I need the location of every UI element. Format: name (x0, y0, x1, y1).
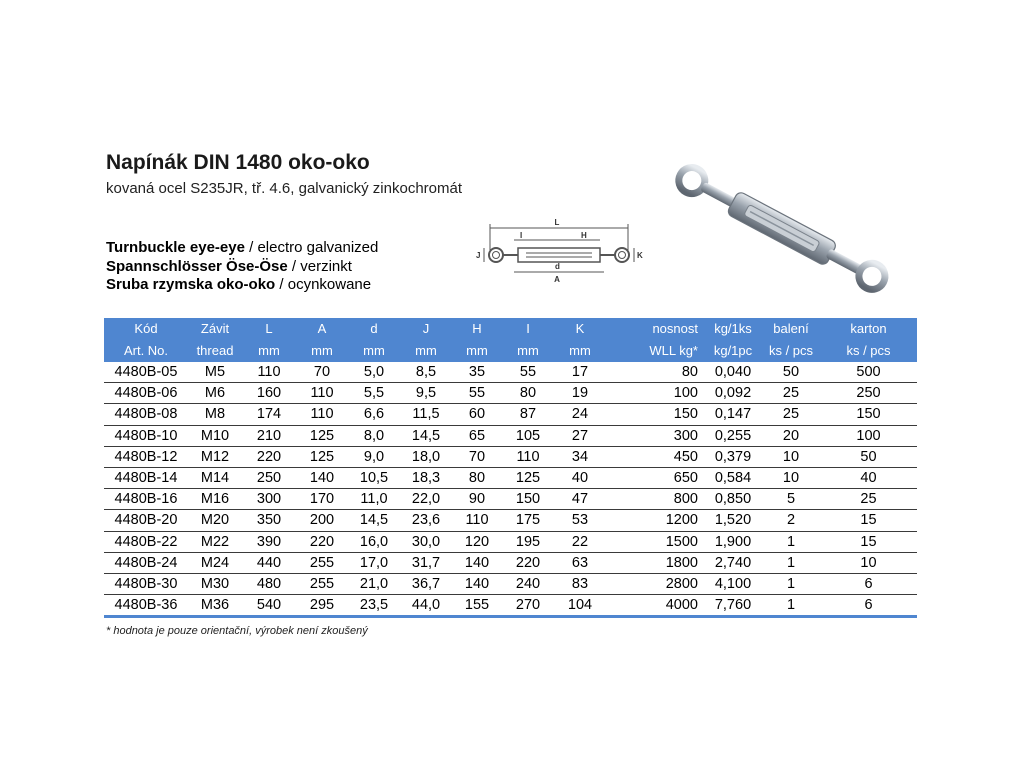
table-cell: 44,0 (400, 595, 452, 617)
table-cell: 14,5 (348, 510, 400, 531)
table-cell: 110 (296, 404, 348, 425)
table-cell: 5,5 (348, 383, 400, 404)
table-cell: 200 (296, 510, 348, 531)
table-cell: 195 (502, 531, 554, 552)
table-cell: 15 (820, 531, 917, 552)
table-cell: 10 (762, 446, 820, 467)
table-cell: 2800 (606, 573, 704, 594)
language-names (106, 239, 378, 295)
lang-pl: Sruba rzymska oko-oko / ocynkowane (106, 276, 372, 293)
column-header: ks / pcs (762, 340, 820, 362)
table-cell: 1500 (606, 531, 704, 552)
table-cell: 4480B-14 (104, 467, 188, 488)
photo-right-eye (854, 259, 889, 294)
table-cell: 4480B-12 (104, 446, 188, 467)
table-cell: 125 (296, 446, 348, 467)
table-cell: 1800 (606, 552, 704, 573)
table-cell: 11,0 (348, 489, 400, 510)
table-cell: 9,5 (400, 383, 452, 404)
column-header: I (502, 318, 554, 340)
table-cell: 55 (452, 383, 502, 404)
table-cell: 500 (820, 362, 917, 383)
label-J: J (476, 251, 481, 260)
table-cell: 125 (296, 425, 348, 446)
table-cell: 4480B-08 (104, 404, 188, 425)
table-cell: M14 (188, 467, 242, 488)
column-header: A (296, 318, 348, 340)
table-cell: 4,100 (704, 573, 762, 594)
column-header: ks / pcs (820, 340, 917, 362)
lang-en: Turnbuckle eye-eye / electro galvanized (106, 239, 379, 256)
table-cell: 8,5 (400, 362, 452, 383)
table-cell: 90 (452, 489, 502, 510)
table-row (104, 425, 917, 446)
table-cell: M24 (188, 552, 242, 573)
label-d: d (555, 262, 560, 271)
column-header: mm (554, 340, 606, 362)
table-cell: 19 (554, 383, 606, 404)
table-cell: 270 (502, 595, 554, 617)
table-cell: 5,0 (348, 362, 400, 383)
table-cell: 17 (554, 362, 606, 383)
column-header: balení (762, 318, 820, 340)
label-H: H (581, 231, 587, 240)
table-cell: 0,850 (704, 489, 762, 510)
column-header: K (554, 318, 606, 340)
column-header: Závit (188, 318, 242, 340)
table-cell: 1200 (606, 510, 704, 531)
table-cell: 110 (242, 362, 296, 383)
column-header: mm (502, 340, 554, 362)
table-cell: 390 (242, 531, 296, 552)
table-cell: M20 (188, 510, 242, 531)
table-row (104, 467, 917, 488)
table-cell: 55 (502, 362, 554, 383)
table-body (104, 362, 917, 617)
table-cell: 220 (296, 531, 348, 552)
table-cell: 100 (820, 425, 917, 446)
table-cell: 0,255 (704, 425, 762, 446)
table-cell: 104 (554, 595, 606, 617)
table-row (104, 446, 917, 467)
table-cell: 100 (606, 383, 704, 404)
table-cell: 0,092 (704, 383, 762, 404)
table-cell: 9,0 (348, 446, 400, 467)
table-cell: 70 (296, 362, 348, 383)
table-cell: 2,740 (704, 552, 762, 573)
header-row-1 (104, 318, 917, 340)
table-cell: 1 (762, 531, 820, 552)
table-cell: 50 (762, 362, 820, 383)
table-row (104, 595, 917, 617)
table-cell: 23,5 (348, 595, 400, 617)
table-cell: M8 (188, 404, 242, 425)
table-cell: 1,520 (704, 510, 762, 531)
table-cell: M22 (188, 531, 242, 552)
label-A: A (554, 275, 560, 284)
table-cell: 140 (452, 552, 502, 573)
table-cell: 105 (502, 425, 554, 446)
table-cell: 83 (554, 573, 606, 594)
table-cell: 14,5 (400, 425, 452, 446)
table-cell: 110 (452, 510, 502, 531)
table-cell: 16,0 (348, 531, 400, 552)
column-header: J (400, 318, 452, 340)
table-cell: 30,0 (400, 531, 452, 552)
table-cell: 110 (296, 383, 348, 404)
column-header: thread (188, 340, 242, 362)
table-cell: M30 (188, 573, 242, 594)
column-header: H (452, 318, 502, 340)
lang-de: Spannschlösser Öse-Öse / verzinkt (106, 257, 352, 275)
table-cell: 53 (554, 510, 606, 531)
table-cell: 450 (606, 446, 704, 467)
table-cell: 4480B-36 (104, 595, 188, 617)
table-cell: 4480B-06 (104, 383, 188, 404)
table-cell: 34 (554, 446, 606, 467)
table-row (104, 404, 917, 425)
subtitle: kovaná ocel S235JR, tř. 4.6, galvanický zinkochromát (106, 180, 463, 197)
table-cell: 65 (452, 425, 502, 446)
table-cell: 110 (502, 446, 554, 467)
column-header: mm (452, 340, 502, 362)
label-I: I (520, 231, 523, 240)
table-cell: 1 (762, 595, 820, 617)
table-cell: 1 (762, 573, 820, 594)
table-cell: 6,6 (348, 404, 400, 425)
body-shape (518, 248, 600, 262)
table-cell: 23,6 (400, 510, 452, 531)
table-row (104, 510, 917, 531)
table-cell: 21,0 (348, 573, 400, 594)
table-cell: M36 (188, 595, 242, 617)
table-cell: 350 (242, 510, 296, 531)
column-header: kg/1ks (704, 318, 762, 340)
table-cell: 2 (762, 510, 820, 531)
dimension-diagram (468, 214, 646, 286)
table-cell: M6 (188, 383, 242, 404)
label-K: K (637, 251, 643, 260)
table-cell: 25 (762, 404, 820, 425)
column-header: L (242, 318, 296, 340)
photo-left-eye (674, 163, 709, 198)
right-eye-shape (615, 248, 629, 262)
table-cell: 10 (762, 467, 820, 488)
table-cell: 440 (242, 552, 296, 573)
table-cell: 27 (554, 425, 606, 446)
header-row-2 (104, 340, 917, 362)
table-cell: 0,584 (704, 467, 762, 488)
table-cell: 0,147 (704, 404, 762, 425)
table-cell: 140 (452, 573, 502, 594)
table-cell: 4480B-22 (104, 531, 188, 552)
table-cell: 18,3 (400, 467, 452, 488)
column-header: karton (820, 318, 917, 340)
footnote: * hodnota je pouze orientační, výrobek není zkoušený (106, 625, 368, 637)
table-cell: 120 (452, 531, 502, 552)
column-header: d (348, 318, 400, 340)
table-cell: 160 (242, 383, 296, 404)
table-cell: 0,379 (704, 446, 762, 467)
column-header: nosnost (606, 318, 704, 340)
table-cell: 0,040 (704, 362, 762, 383)
table-cell: 24 (554, 404, 606, 425)
label-L: L (554, 218, 560, 227)
column-header: mm (348, 340, 400, 362)
column-header: Art. No. (104, 340, 188, 362)
table-cell: 220 (242, 446, 296, 467)
table-cell: 18,0 (400, 446, 452, 467)
table-cell: 800 (606, 489, 704, 510)
table-cell: 35 (452, 362, 502, 383)
table-cell: 4480B-20 (104, 510, 188, 531)
table-cell: 150 (502, 489, 554, 510)
table-row (104, 573, 917, 594)
table-cell: M5 (188, 362, 242, 383)
table-cell: 80 (502, 383, 554, 404)
left-eye-shape (489, 248, 503, 262)
table-row (104, 362, 917, 383)
table-cell: 155 (452, 595, 502, 617)
table-cell: 540 (242, 595, 296, 617)
table-cell: 295 (296, 595, 348, 617)
table-cell: 11,5 (400, 404, 452, 425)
table-row (104, 489, 917, 510)
table-row (104, 552, 917, 573)
table-cell: 4480B-24 (104, 552, 188, 573)
table-cell: 480 (242, 573, 296, 594)
table-cell: 22,0 (400, 489, 452, 510)
table-cell: 250 (242, 467, 296, 488)
table-cell: 87 (502, 404, 554, 425)
table-cell: 6 (820, 573, 917, 594)
table-row (104, 383, 917, 404)
table-cell: 4000 (606, 595, 704, 617)
table-cell: 1 (762, 552, 820, 573)
column-header: WLL kg* (606, 340, 704, 362)
table-cell: 175 (502, 510, 554, 531)
page-title: Napínák DIN 1480 oko-oko (106, 151, 370, 174)
table-cell: 255 (296, 552, 348, 573)
table-cell: 60 (452, 404, 502, 425)
table-cell: 80 (452, 467, 502, 488)
table-cell: 63 (554, 552, 606, 573)
table-cell: 150 (606, 404, 704, 425)
table-cell: 250 (820, 383, 917, 404)
table-cell: 240 (502, 573, 554, 594)
table-cell: 650 (606, 467, 704, 488)
table-cell: 4480B-10 (104, 425, 188, 446)
table-cell: M16 (188, 489, 242, 510)
column-header: mm (242, 340, 296, 362)
table-cell: 80 (606, 362, 704, 383)
table-cell: 25 (820, 489, 917, 510)
table-cell: 1,900 (704, 531, 762, 552)
table-cell: 7,760 (704, 595, 762, 617)
table-cell: 8,0 (348, 425, 400, 446)
product-photo (662, 158, 900, 298)
table-cell: 174 (242, 404, 296, 425)
table-cell: 300 (606, 425, 704, 446)
table-cell: 4480B-05 (104, 362, 188, 383)
table-cell: 70 (452, 446, 502, 467)
table-cell: 125 (502, 467, 554, 488)
table-cell: 6 (820, 595, 917, 617)
column-header: kg/1pc (704, 340, 762, 362)
table-cell: 25 (762, 383, 820, 404)
table-cell: 210 (242, 425, 296, 446)
table-cell: 170 (296, 489, 348, 510)
table-cell: 36,7 (400, 573, 452, 594)
column-header: Kód (104, 318, 188, 340)
table-cell: 40 (820, 467, 917, 488)
table-cell: M12 (188, 446, 242, 467)
table-cell: 20 (762, 425, 820, 446)
table-cell: 150 (820, 404, 917, 425)
table-cell: 220 (502, 552, 554, 573)
table-cell: 31,7 (400, 552, 452, 573)
table-cell: 5 (762, 489, 820, 510)
table-cell: 4480B-16 (104, 489, 188, 510)
table-cell: 10 (820, 552, 917, 573)
table-cell: 4480B-30 (104, 573, 188, 594)
table-row (104, 531, 917, 552)
spec-table (104, 318, 917, 618)
table-cell: 140 (296, 467, 348, 488)
table-cell: 40 (554, 467, 606, 488)
table-cell: 22 (554, 531, 606, 552)
table-cell: 300 (242, 489, 296, 510)
column-header: mm (400, 340, 452, 362)
column-header: mm (296, 340, 348, 362)
table-cell: 47 (554, 489, 606, 510)
table-cell: 255 (296, 573, 348, 594)
table-cell: 50 (820, 446, 917, 467)
table-cell: 15 (820, 510, 917, 531)
table-cell: 17,0 (348, 552, 400, 573)
table-cell: M10 (188, 425, 242, 446)
table-cell: 10,5 (348, 467, 400, 488)
